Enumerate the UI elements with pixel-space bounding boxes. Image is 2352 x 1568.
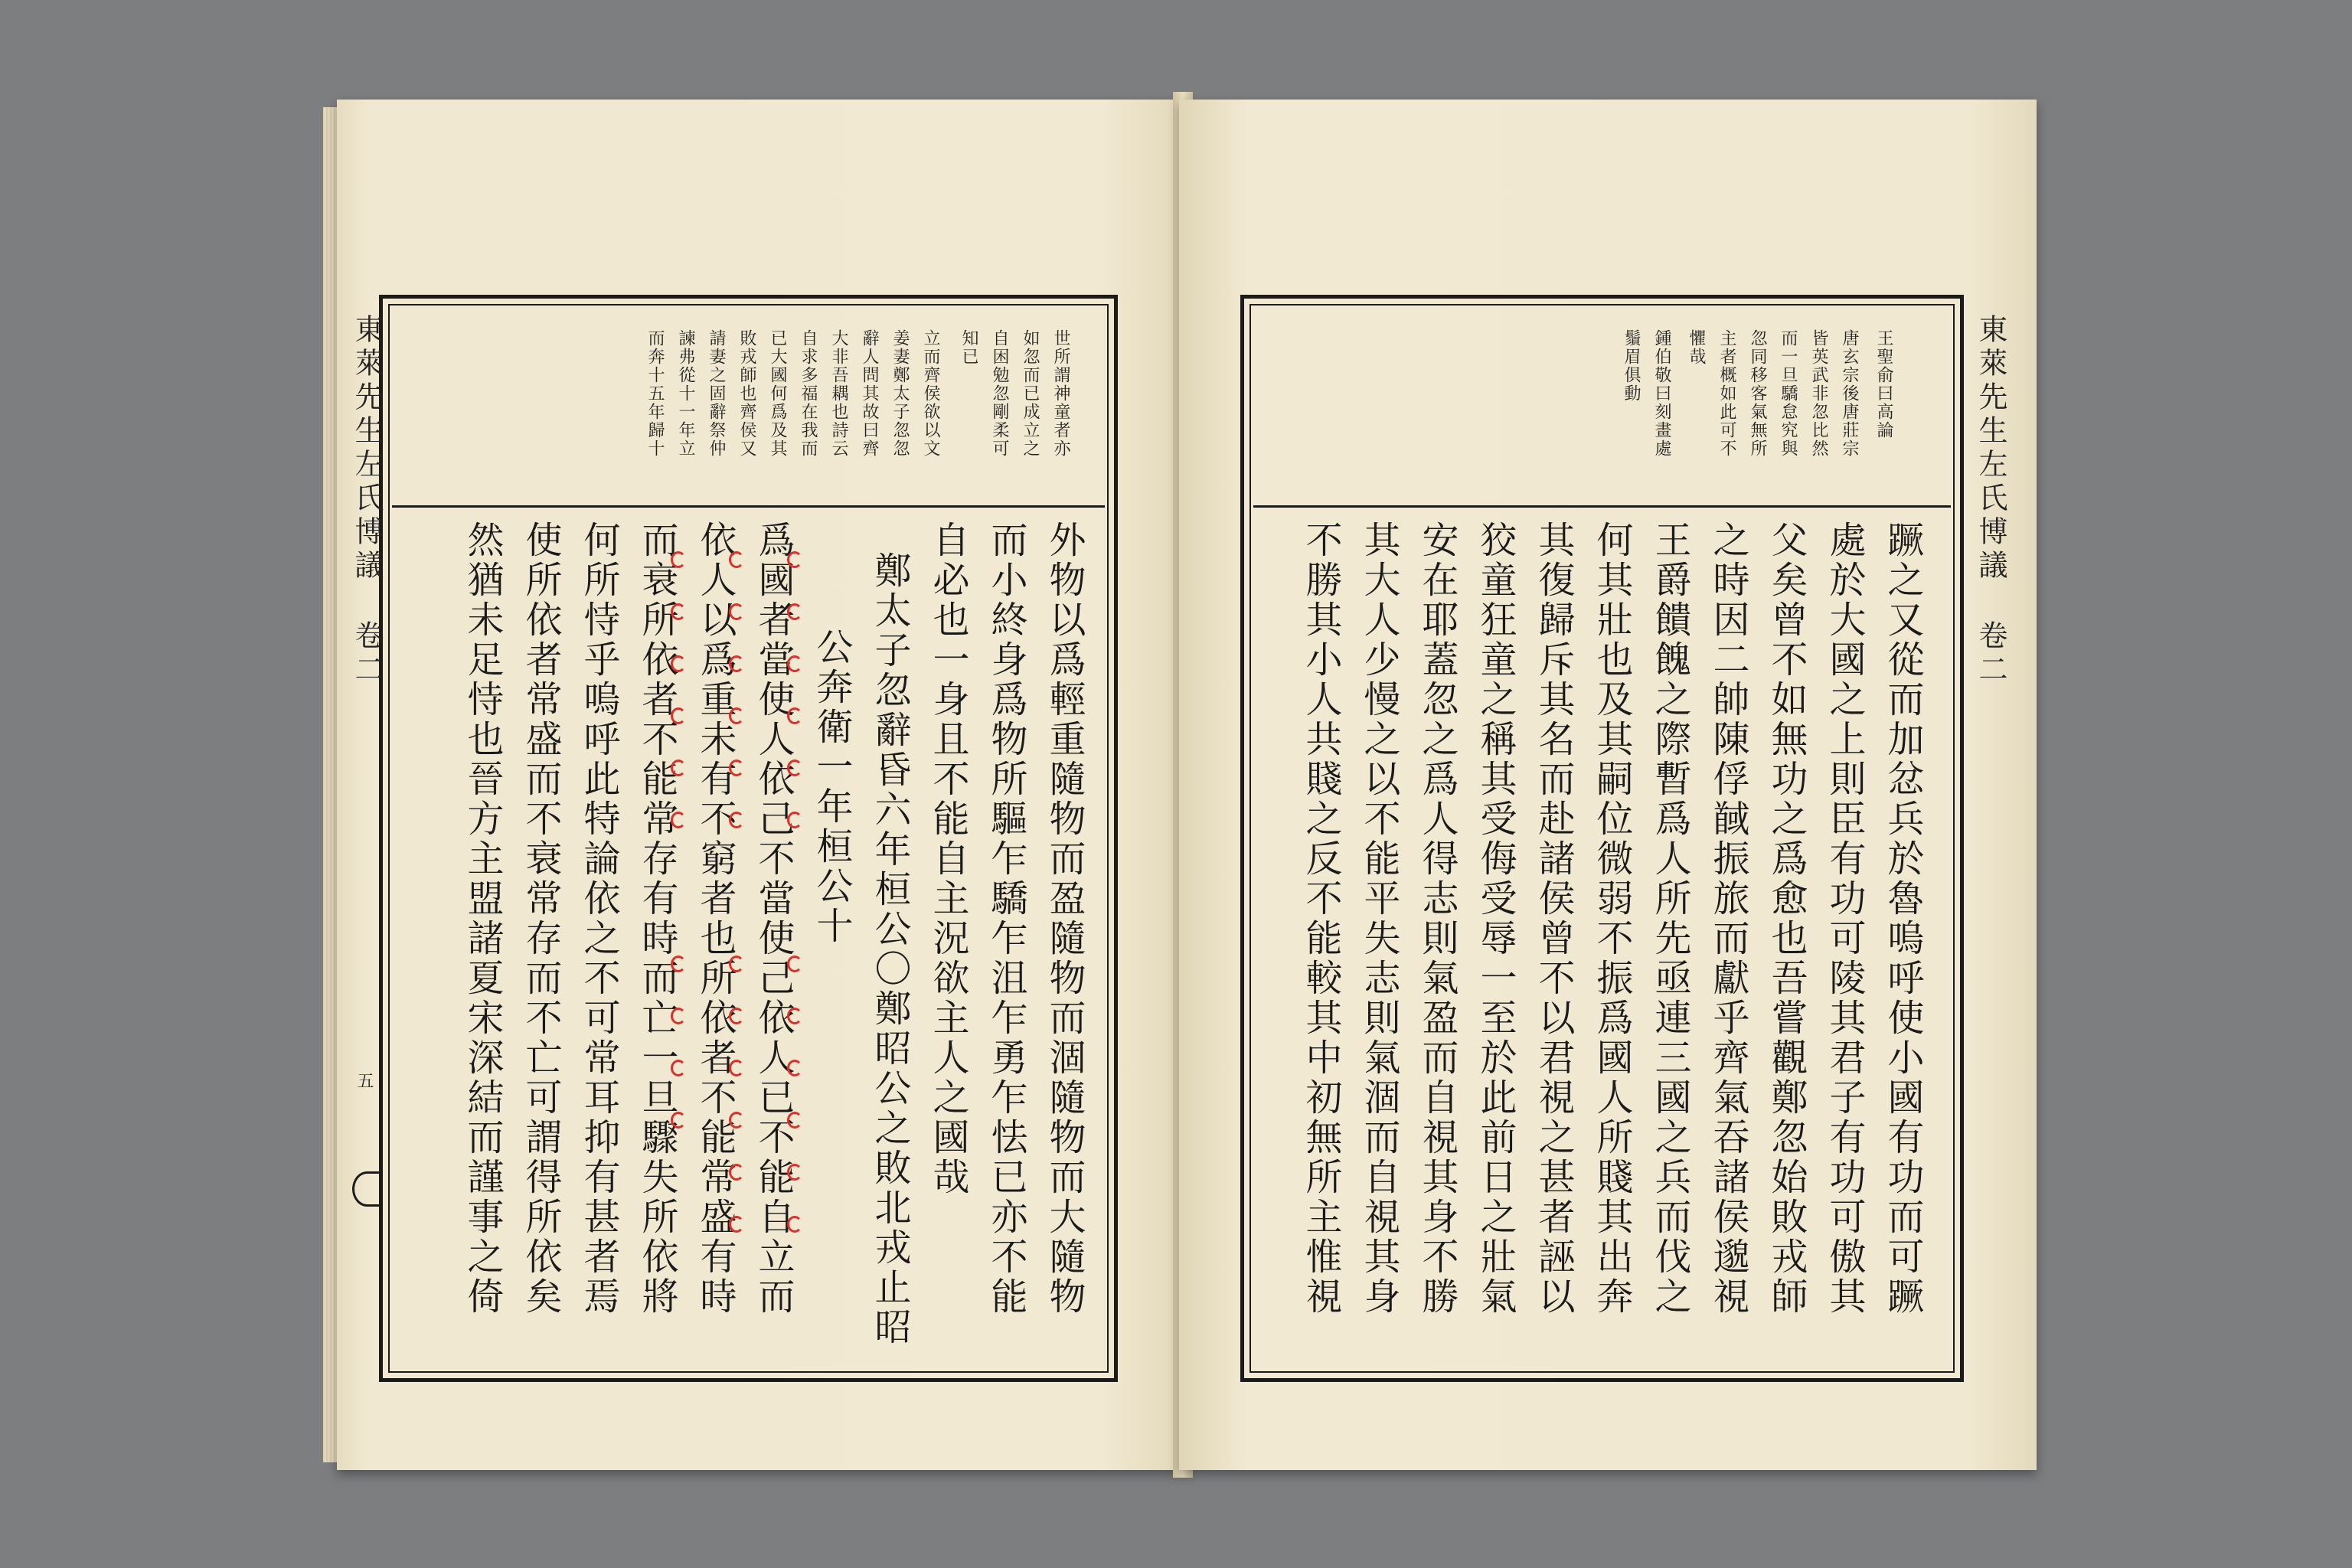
right-text-frame — [1240, 295, 2007, 1382]
head-note: 唐玄宗後唐莊宗 — [1840, 329, 1859, 458]
text-column: 依人以爲重未有不窮者也所依者不能常盛有時 — [694, 521, 737, 1317]
head-note: 姜妻鄭太子忽忽 — [890, 329, 910, 458]
head-note-divider — [1253, 505, 1951, 508]
head-note: 已大國何爲及其 — [768, 329, 787, 458]
left-text-frame — [350, 295, 1118, 1382]
red-circle-mark — [729, 551, 744, 568]
head-note: 諫弗從十一年立 — [676, 329, 695, 458]
text-column: 爲國者當使人依己不當使己依人已不能自立而 — [752, 521, 795, 1317]
red-circle-mark — [787, 1216, 802, 1233]
red-circle-mark — [787, 956, 802, 972]
red-circle-mark — [729, 603, 744, 620]
red-circle-mark — [787, 1112, 802, 1129]
red-circle-mark — [671, 760, 686, 776]
head-note: 而一旦驕怠究與 — [1779, 329, 1798, 458]
text-column: 自必也一身且不能自主況欲主人之國哉 — [926, 521, 969, 1197]
head-note: 如忽而已成立之 — [1021, 329, 1040, 458]
head-note-divider — [392, 505, 1105, 508]
head-note: 皆英武非忽比然 — [1809, 329, 1828, 458]
text-column: 安在耶蓋忽之爲人得志則氣盈而自視其身不勝 — [1416, 521, 1459, 1317]
text-column: 公奔衛一年桓公十 — [810, 628, 853, 946]
text-column: 然猶未足恃也晉方主盟諸夏宋深結而謹事之倚 — [461, 521, 504, 1317]
red-circle-mark — [729, 760, 744, 776]
red-circle-mark — [787, 760, 802, 776]
head-note: 知已 — [959, 329, 978, 366]
red-circle-mark — [787, 1164, 802, 1181]
right-volume-label: 卷二 — [1974, 620, 2007, 688]
left-margin-title: 東萊先生左氏博議 — [350, 314, 384, 583]
red-circle-mark — [787, 707, 802, 724]
red-circle-mark — [729, 655, 744, 672]
right-page — [1179, 100, 2037, 1470]
red-circle-mark — [729, 812, 744, 828]
head-note: 懼哉 — [1687, 329, 1706, 366]
head-note: 鬚眉俱動 — [1622, 329, 1641, 403]
text-column: 使所依者常盛而不衰常存而不亡可謂得所依矣 — [519, 521, 562, 1317]
red-circle-mark — [729, 1164, 744, 1181]
text-column: 其大人少慢之以不能平失志則氣涸而自視其身 — [1357, 521, 1400, 1317]
head-note: 辭人問其故曰齊 — [860, 329, 879, 458]
red-circle-mark — [729, 1008, 744, 1024]
red-circle-mark — [671, 812, 686, 828]
red-circle-mark — [729, 1216, 744, 1233]
red-circle-mark — [787, 812, 802, 828]
head-note: 立而齊侯欲以文 — [921, 329, 940, 458]
head-note: 請妻之固辭祭仲 — [707, 329, 726, 458]
text-column: 處於大國之上則臣有功可陵其君子有功可傲其 — [1823, 521, 1866, 1317]
red-circle-mark — [671, 707, 686, 724]
red-circle-mark — [671, 603, 686, 620]
head-note: 忽同移客氣無所 — [1748, 329, 1767, 458]
text-column: 鄭太子忽辭昏六年桓公〇鄭昭公之敗北戎止昭 — [868, 551, 911, 1348]
red-circle-mark — [729, 707, 744, 724]
text-column: 狡童狂童之稱其受侮受辱一至於此前日之壯氣 — [1474, 521, 1517, 1317]
red-circle-mark — [671, 1060, 686, 1076]
open-book — [337, 84, 2021, 1485]
text-column: 王爵饋餽之際暫爲人所先亟連三國之兵而伐之 — [1648, 521, 1691, 1317]
red-circle-mark — [787, 603, 802, 620]
head-note: 鍾伯敬曰刻畫處 — [1652, 329, 1671, 458]
text-column: 其復歸斥其名而赴諸侯曾不以君視之甚者誣以 — [1532, 521, 1575, 1317]
red-circle-mark — [671, 655, 686, 672]
head-note: 大非吾耦也詩云 — [829, 329, 848, 458]
red-circle-mark — [729, 956, 744, 972]
text-column: 不勝其小人共賤之反不能較其中初無所主惟視 — [1299, 521, 1342, 1317]
red-circle-mark — [729, 1112, 744, 1129]
left-volume-label: 卷二 — [350, 620, 384, 688]
red-circle-mark — [787, 655, 802, 672]
head-note: 世所謂神童者亦 — [1051, 329, 1070, 458]
head-note: 主者概如此可不 — [1717, 329, 1736, 458]
text-column: 外物以爲輕重隨物而盈隨物而涸隨物而大隨物 — [1043, 521, 1086, 1317]
head-note: 自困勉忽剛柔可 — [990, 329, 1009, 458]
red-circle-mark — [671, 1112, 686, 1129]
text-column: 父矣曾不如無功之爲愈也吾嘗觀鄭忽始敗戎師 — [1765, 521, 1808, 1317]
text-column: 之時因二帥陳俘馘振旅而獻乎齊氣吞諸侯邈視 — [1707, 521, 1749, 1317]
head-note: 自求多福在我而 — [799, 329, 818, 458]
text-column: 而衰所依者不能常存有時而亡一旦驟失所依將 — [635, 521, 678, 1317]
left-folio: 五 — [354, 1072, 374, 1089]
text-column: 何其壯也及其嗣位微弱不振爲國人所賤其出奔 — [1590, 521, 1633, 1317]
right-margin-title: 東萊先生左氏博議 — [1974, 314, 2007, 583]
text-column: 何所恃乎嗚呼此特論依之不可常耳抑有甚者焉 — [577, 521, 620, 1317]
head-note: 而奔十五年歸十 — [645, 329, 665, 458]
red-circle-mark — [787, 551, 802, 568]
red-circle-mark — [787, 1060, 802, 1076]
left-page — [337, 100, 1187, 1470]
head-note: 王聖俞曰高論 — [1874, 329, 1893, 439]
red-circle-mark — [729, 1060, 744, 1076]
red-circle-mark — [787, 1008, 802, 1024]
text-column: 蹶之又從而加忿兵於魯嗚呼使小國有功而可蹶 — [1881, 521, 1924, 1317]
head-note: 敗戎師也齊侯又 — [737, 329, 756, 458]
red-circle-mark — [671, 551, 686, 568]
red-circle-mark — [671, 956, 686, 972]
red-circle-mark — [671, 1008, 686, 1024]
fish-tail-mark — [352, 1171, 382, 1207]
text-column: 而小終身爲物所驅乍驕乍沮乍勇乍怯已亦不能 — [985, 521, 1027, 1317]
